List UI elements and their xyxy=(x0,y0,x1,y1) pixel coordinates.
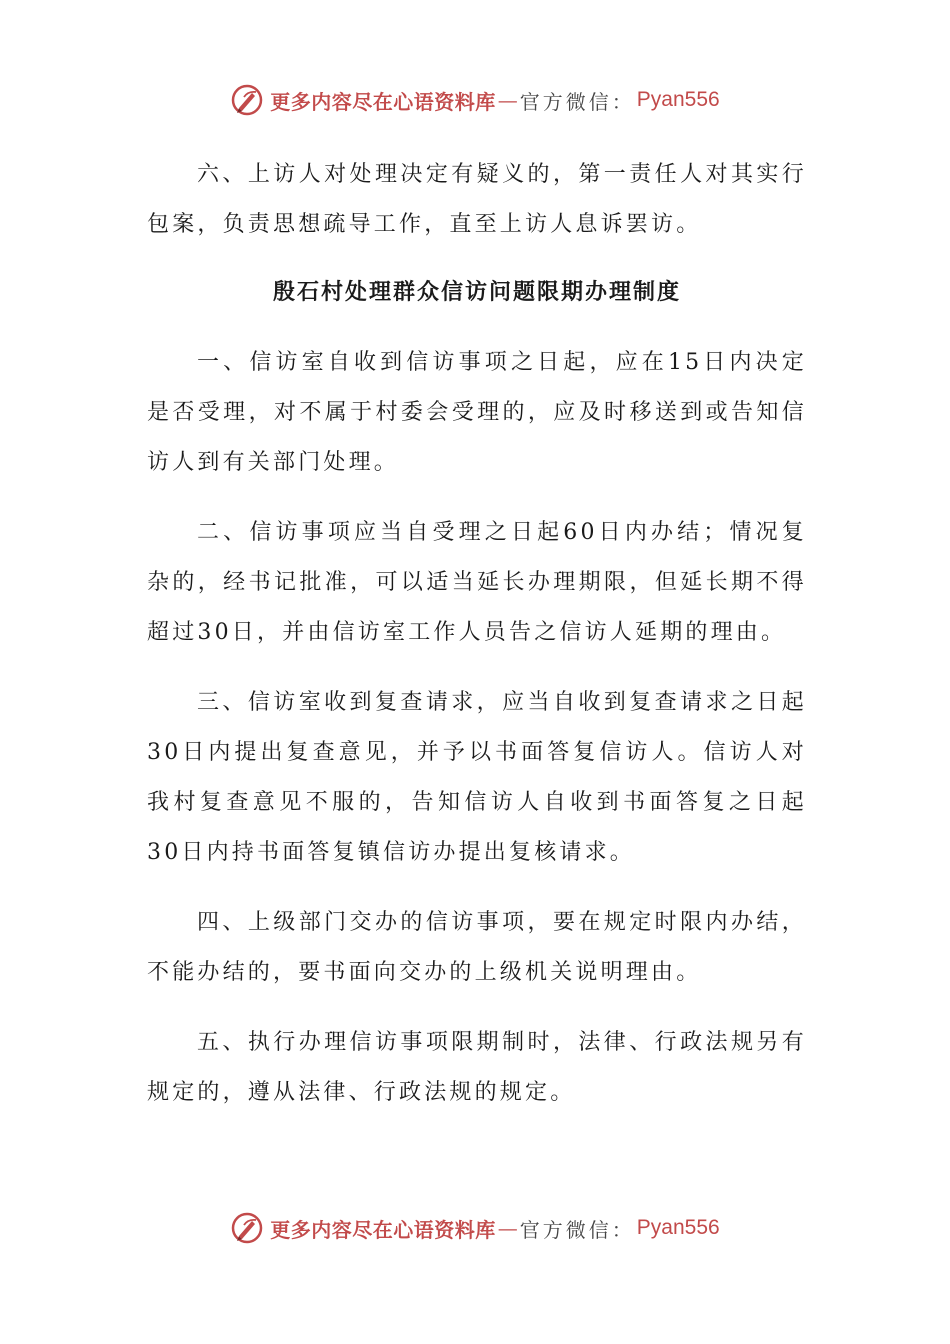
intro-paragraph: 六、上访人对处理决定有疑义的，第一责任人对其实行包案，负责思想疏导工作，直至上访人息诉罢访。 xyxy=(147,162,807,237)
footer-wechat-id: Pyan556 xyxy=(636,1216,720,1239)
paragraph-1: 一、信访室自收到信访事项之日起，应在15日内决定是否受理，对不属于村委会受理的，应及时移送到或告知信访人到有关部门处理。 xyxy=(147,350,807,475)
paragraph-3: 三、信访室收到复查请求，应当自收到复查请求之日起30日内提出复查意见，并予以书面答复信访人。信访人对我村复查意见不服的，告知信访人自收到书面答复之日起30日内持书面答复镇信访办提出复核请求。 xyxy=(147,690,807,865)
document-body xyxy=(147,150,807,1138)
document-title: 殷石村处理群众信访问题限期办理制度 xyxy=(272,280,681,305)
banner-dash: — xyxy=(497,88,518,112)
footer-site-text: 更多内容尽在心语资料库 xyxy=(270,1217,496,1242)
paragraph-2: 二、信访事项应当自受理之日起60日内办结；情况复杂的，经书记批准，可以适当延长办理期限，但延长期不得超过30日，并由信访室工作人员告之信访人延期的理由。 xyxy=(147,520,807,645)
footer-wechat-label: 官方微信： xyxy=(519,1217,635,1242)
paragraph-4: 四、上级部门交办的信访事项，要在规定时限内办结，不能办结的，要书面向交办的上级机关说明理由。 xyxy=(147,910,807,985)
banner-wechat-id: Pyan556 xyxy=(636,88,720,111)
banner-site-text: 更多内容尽在心语资料库 xyxy=(270,89,496,114)
pen-logo-icon xyxy=(230,83,264,117)
header-banner xyxy=(0,80,950,120)
banner-wechat-label: 官方微信： xyxy=(519,89,635,114)
footer-dash: — xyxy=(497,1216,518,1240)
footer-banner xyxy=(0,1208,950,1248)
paragraph-5: 五、执行办理信访事项限期制时，法律、行政法规另有规定的，遵从法律、行政法规的规定。 xyxy=(147,1030,807,1105)
pen-logo-icon xyxy=(230,1211,264,1245)
